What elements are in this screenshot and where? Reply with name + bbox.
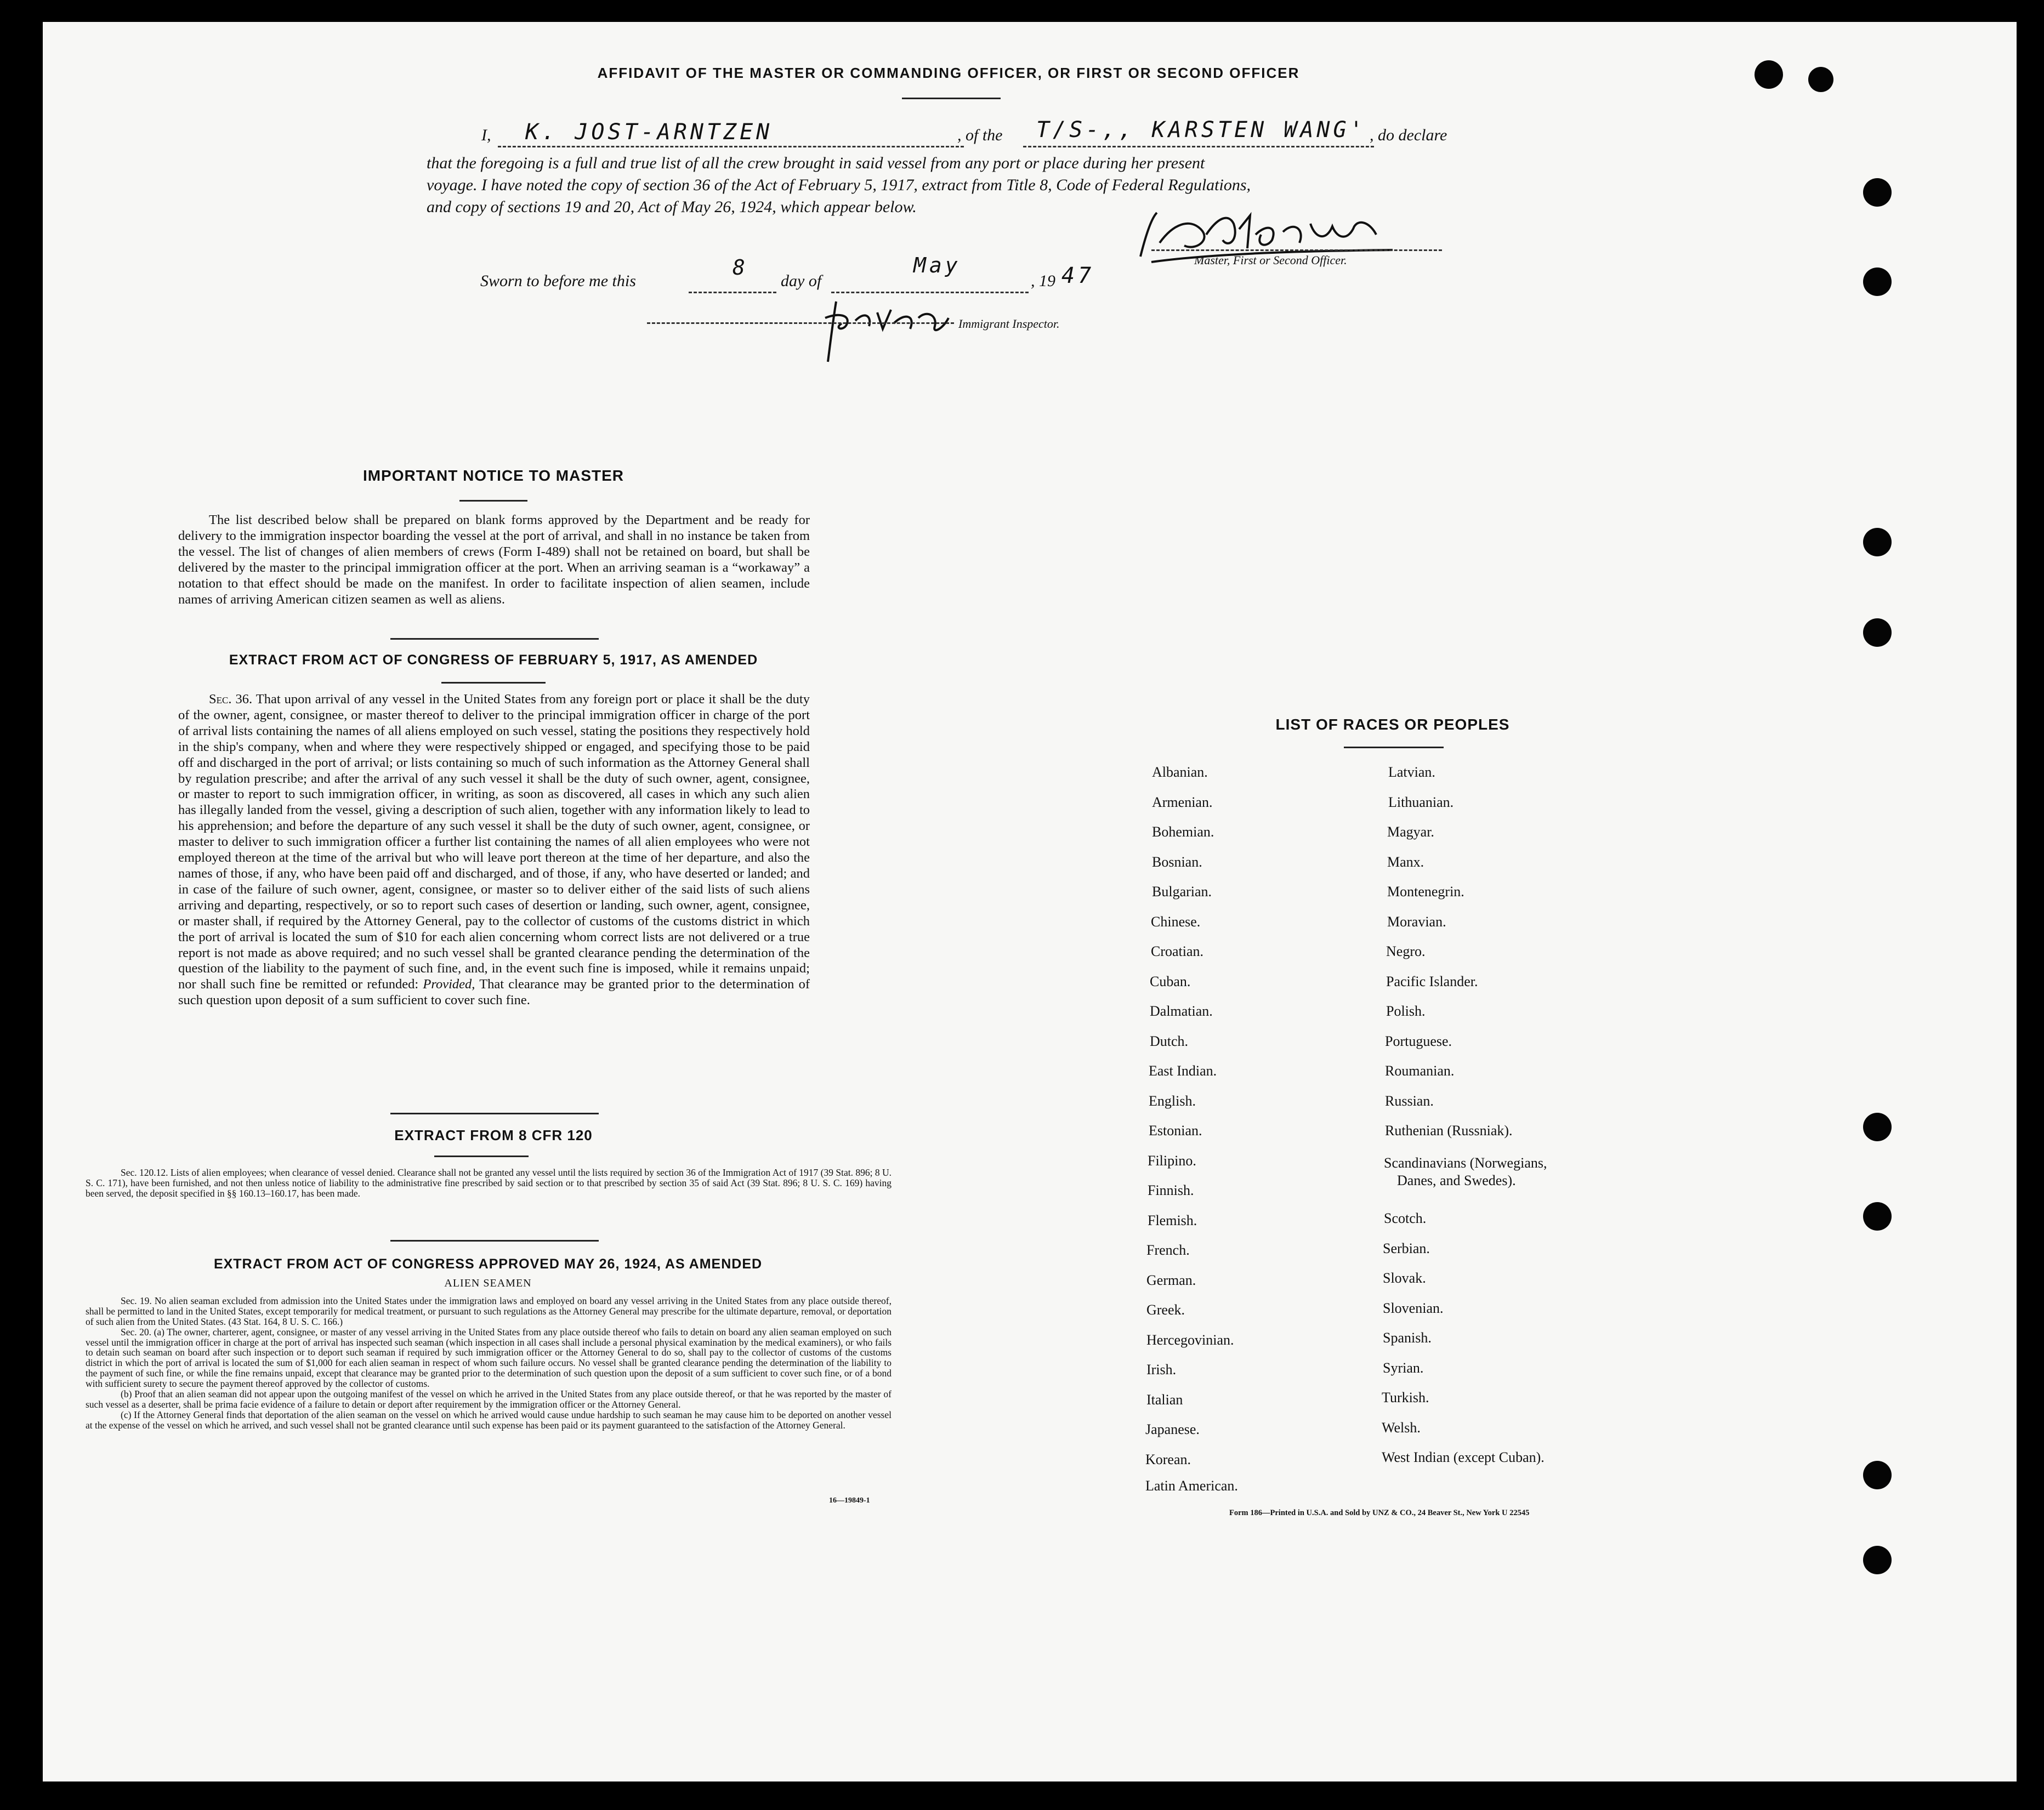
punch-hole (1863, 528, 1892, 556)
notice-text: The list described below shall be prepared on blank forms approved by the Department and be ready for delivery to the immigration inspector boarding the vessel at the port of arrival, and shall in no instance be taken from the vessel. The list of changes of alien members of crews (Form I-489) shall not be retained on board, but shall be delivered by the master to the principal immigration officer at the port. When an arriving seaman is a “workaway” a notation to that effect should be made on the manifest. In order to facilitate inspection of alien seamen, include names of arriving American citizen seamen as well as aliens. (178, 513, 810, 607)
races-title: LIST OF RACES OR PEOPLES (1275, 716, 1510, 733)
race-left-item: Bulgarian. (1152, 884, 1212, 900)
cfr-underline (434, 1156, 529, 1157)
notice-title: IMPORTANT NOTICE TO MASTER (362, 467, 624, 484)
inspector-caption: Immigrant Inspector. (958, 317, 1060, 331)
sworn-day-handwritten: 8 (733, 255, 748, 280)
races-underline (1344, 747, 1444, 748)
punch-hole (1755, 60, 1783, 89)
race-left-item: Bosnian. (1152, 854, 1202, 870)
act-1917-body: That upon arrival of any vessel in the United States from any foreign port or place it shall be the duty of the owner, agent, consignee, or master thereof to deliver to the principal immigration officer in charge of the port of arrival lists containing the names of all aliens employed on such vessel, stating the positions they respectively hold in the ship's company, when and where they were respectively shipped or engaged, and specifying those to be paid off and discharged in the port of arrival; or lists containing so much of such information as the Attorney General shall by regulation prescribe; and after the arrival of any such vessel it shall be the duty of such owner, agent, consignee, or master to report to such immigration officer, in writing, as soon as discovered, all cases in which any such alien has illegally landed from the vessel, giving a description of such alien, together with any information likely to lead to his apprehension; and before the departure of any such vessel it shall be the duty of such owner, agent, consignee, or master to deliver to such immigration officer a further list containing the names of all alien employees who were not employed thereon at the time of the arrival but who will leave port thereon at the time of her departure, and also the names of those, if any, who have been paid off and discharged, and of those, if any, who have deserted or landed; and in case of the failure of such owner, agent, consignee, or master so to deliver either of the said lists of such aliens arriving and departing, respectively, or so to report such cases of desertion or landing, such owner, agent, consignee, or master shall, if required by the Attorney General, pay to the collector of customs of the customs district in which the port of arrival is located the sum of $10 for each alien concerning whom correct lists are not delivered or a true report is not made as above required; and no such vessel shall be granted clearance pending the determination of the question of the liability to the payment of such fine, and, in the event such fine is imposed, while it remains unpaid; nor shall such fine be remitted or refunded: (178, 692, 810, 992)
affidavit-line-1 (481, 117, 1485, 149)
form-code: 16—19849-1 (829, 1496, 870, 1505)
race-right-item: Roumanian. (1385, 1063, 1455, 1079)
act-1924-text (86, 1296, 892, 1431)
race-right-item: Polish. (1386, 1003, 1426, 1019)
race-left-item: Armenian. (1152, 794, 1213, 810)
cfr-text: Sec. 120.12. Lists of alien employees; when clearance of vessel denied. Clearance shall not be granted any vessel until the lists required by section 36 of the Immigration Act of 1917 (39 Stat. 896; 8 U. S. C. 171), have been furnished, and not then unless notice of liability to the administrative fine prescribed by said section or to that prescribed by section 35 of said Act (39 Stat. 896; 8 U. S. C. 169) having been served, the deposit specified in §§ 160.13–160.17, has been made. (86, 1167, 892, 1199)
act-1917-sec-label: Sec. 36. (209, 692, 253, 707)
race-right-item: Russian. (1385, 1093, 1434, 1109)
race-left-item: Estonian. (1149, 1123, 1202, 1139)
affidavit-body-line: that the foregoing is a full and true list of all the crew brought in said vessel from any port or place during her present (427, 154, 1205, 172)
race-right-item: West Indian (except Cuban). (1382, 1449, 1545, 1465)
section-divider (390, 1240, 599, 1242)
race-right-item: Turkish. (1382, 1390, 1429, 1405)
punch-hole (1863, 178, 1892, 207)
punch-hole (1863, 1202, 1892, 1231)
race-left-item: Cuban. (1150, 974, 1191, 989)
punch-hole (1863, 1546, 1892, 1574)
race-left-item: Chinese. (1151, 914, 1201, 930)
affidavit-body-line: voyage. I have noted the copy of section 36 of the Act of February 5, 1917, extract from Title 8, Code of Federal Regulations, (427, 176, 1251, 194)
act-1917-body-end: That clearance may be granted prior to the determination of such question upon deposit of a sum sufficient to cover such fine. (178, 977, 810, 1008)
act-1924-title: EXTRACT FROM ACT OF CONGRESS APPROVED MAY 26, 1924, AS AMENDED (213, 1256, 763, 1272)
race-left-item: Bohemian. (1152, 824, 1214, 840)
race-right-item: Welsh. (1382, 1420, 1421, 1436)
day-of-label: day of (781, 272, 822, 290)
race-left-item: Korean. (1145, 1452, 1191, 1467)
race-left-item: Croatian. (1151, 943, 1204, 959)
race-left-item: German. (1146, 1272, 1196, 1288)
year-prefix: , 19 (1031, 272, 1055, 290)
act-1924-sec20a: Sec. 20. (a) The owner, charterer, agent, consignee, or master of any vessel arriving in the United States from any place outside thereof who fails to detain on board any alien seaman employed on such vessel until the immigration officer in charge at the port of arrival has inspected such seaman (which inspection in all cases shall include a personal physical examination by the medical examiners), or who fails to detain such seaman on board after such inspection or to deport such seaman if required by such immigration officer or the Attorney General to do so, shall pay to the collector of customs of the customs district in which the port of arrival is located the sum of $1,000 for each alien seaman in respect of whom such failure occurs. No vessel shall be granted clearance pending the determination of the liability to the payment of such fine, or while the fine remains unpaid, except that clearance may be granted prior to the determination of such question upon the deposit of a sum sufficient to cover such fine, or of a bond with sufficient surety to secure the payment thereof approved by the collector of customs. (86, 1326, 892, 1390)
sworn-month-handwritten: May (913, 253, 961, 277)
master-name-field (498, 119, 964, 147)
race-left-item: Flemish. (1148, 1213, 1197, 1228)
do-declare-label: , do declare (1370, 126, 1447, 144)
race-left-item: Finnish. (1148, 1182, 1194, 1198)
inspector-signature (817, 285, 959, 367)
act-1924-sec20c: (c) If the Attorney General finds that deportation of the alien seaman on the vessel on which he arrived would cause undue hardship to such seaman he may cause him to be deported on another vessel at the expense of the vessel on which he arrived, and such vessel shall not be granted clearance until such expense has been paid or its payment guaranteed to the satisfaction of the Attorney General. (86, 1409, 892, 1431)
act-1924-subtitle: ALIEN SEAMEN (444, 1277, 532, 1289)
title-underline (902, 98, 1001, 99)
race-right-item: Lithuanian. (1388, 794, 1454, 810)
affidavit-title: AFFIDAVIT OF THE MASTER OR COMMANDING OFFICER, OR FIRST OR SECOND OFFICER (597, 65, 1300, 81)
master-caption: Master, First or Second Officer. (1194, 253, 1347, 267)
race-right-item: Spanish. (1383, 1330, 1432, 1346)
race-left-item: Dutch. (1150, 1033, 1189, 1049)
prefix-i: I, (481, 126, 491, 144)
punch-hole (1863, 1461, 1892, 1489)
race-right-item: Ruthenian (Russniak). (1385, 1123, 1513, 1139)
race-left-item: French. (1146, 1242, 1190, 1258)
race-left-item: Italian (1146, 1392, 1183, 1408)
race-right-item: Portuguese. (1385, 1033, 1452, 1049)
act-1924-sec20b: (b) Proof that an alien seaman did not appear upon the outgoing manifest of the vessel on which he arrived in the United States from any place outside thereof, or that he was reported by the master of such vessel as a deserter, shall be prima facie evidence of a failure to detain or deport after requirement by the immigration officer or the Attorney General. (86, 1388, 892, 1410)
printer-footer: Form 186—Printed in U.S.A. and Sold by UNZ & CO., 24 Beaver St., New York U 22545 (1229, 1509, 1530, 1517)
act-1917-underline (441, 682, 546, 684)
cfr-title: EXTRACT FROM 8 CFR 120 (394, 1127, 593, 1143)
act-1924-sec19: Sec. 19. No alien seaman excluded from admission into the United States under the immigration laws and employed on board any vessel arriving in the United States from any place outside thereof, shall be permitted to land in the United States, except temporarily for medical treatment, or pursuant to such regulations as the Attorney General may prescribe for the ultimate departure, removal, or deportation of such alien from the United States. (43 Stat. 164, 8 U. S. C. 166.) (86, 1295, 892, 1327)
race-left-item: Filipino. (1148, 1153, 1196, 1169)
race-left-item: Greek. (1146, 1302, 1185, 1318)
race-left-item: Japanese. (1145, 1421, 1200, 1437)
master-name-handwritten: K. JOST-ARNTZEN (525, 119, 773, 145)
section-divider (390, 1113, 599, 1114)
race-right-item: Danes, and Swedes). (1397, 1172, 1516, 1188)
race-left-item: Latin American. (1145, 1478, 1238, 1494)
race-left-item: Irish. (1146, 1362, 1177, 1378)
punch-hole (1808, 67, 1833, 92)
act-1917-text (178, 692, 810, 1009)
race-left-item: Albanian. (1152, 764, 1208, 780)
race-right-item: Moravian. (1387, 914, 1446, 930)
race-left-item: Hercegovinian. (1146, 1332, 1234, 1348)
race-left-item: East Indian. (1149, 1063, 1217, 1079)
race-right-item: Magyar. (1387, 824, 1434, 840)
punch-hole (1863, 618, 1892, 647)
vessel-name-field (1023, 117, 1374, 147)
vessel-name-handwritten: T/S-,, KARSTEN WANG' (1036, 117, 1366, 143)
affidavit-body-line: and copy of sections 19 and 20, Act of May 26, 1924, which appear below. (427, 198, 917, 216)
act-1917-title: EXTRACT FROM ACT OF CONGRESS OF FEBRUARY 5, 1917, AS AMENDED (229, 652, 758, 668)
race-left-item: English. (1149, 1093, 1196, 1109)
section-divider (390, 638, 599, 640)
race-right-item: Pacific Islander. (1386, 974, 1478, 989)
race-right-item: Negro. (1386, 943, 1426, 959)
notice-underline (459, 500, 527, 502)
of-the-label: , of the (957, 126, 1003, 144)
punch-hole (1863, 267, 1892, 296)
inspector-signature-line (647, 322, 954, 324)
master-signature-line (1151, 249, 1442, 251)
race-right-item: Serbian. (1383, 1240, 1430, 1256)
sworn-day-field (689, 255, 776, 293)
sworn-label: Sworn to before me this (480, 272, 636, 290)
race-right-item: Montenegrin. (1387, 884, 1464, 900)
race-right-item: Syrian. (1383, 1360, 1424, 1376)
punch-hole (1863, 1113, 1892, 1141)
sworn-year-handwritten: 47 (1061, 263, 1095, 288)
race-left-item: Dalmatian. (1150, 1003, 1213, 1019)
race-right-item: Slovak. (1383, 1270, 1426, 1286)
race-right-item: Scandinavians (Norwegians, (1384, 1155, 1547, 1171)
race-right-item: Latvian. (1388, 764, 1435, 780)
race-right-item: Slovenian. (1383, 1300, 1444, 1316)
act-1917-provided: Provided, (423, 977, 475, 992)
race-right-item: Scotch. (1384, 1210, 1427, 1226)
race-right-item: Manx. (1387, 854, 1424, 870)
